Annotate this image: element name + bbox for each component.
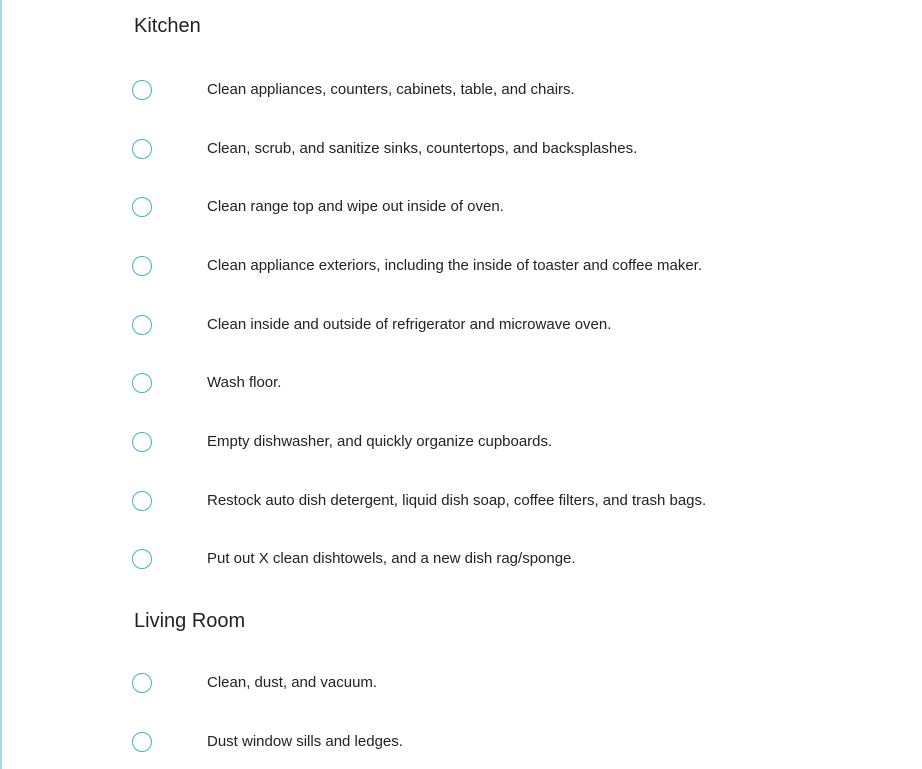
radio-circle-icon[interactable] xyxy=(132,315,152,335)
left-border-rule xyxy=(0,0,2,769)
checklist-item-label: Clean appliance exteriors, including the inside of toaster and coffee maker. xyxy=(207,257,703,274)
checklist-item[interactable] xyxy=(132,313,892,337)
checklist-item-label: Clean, dust, and vacuum. xyxy=(207,674,378,691)
checklist-item[interactable] xyxy=(132,371,892,395)
checklist-item[interactable] xyxy=(132,730,892,754)
radio-circle-icon[interactable] xyxy=(132,80,152,100)
checklist-item-label: Clean appliances, counters, cabinets, table, and chairs. xyxy=(207,81,575,98)
checklist-item-label: Clean range top and wipe out inside of oven. xyxy=(207,198,504,215)
checklist-item-label: Restock auto dish detergent, liquid dish soap, coffee filters, and trash bags. xyxy=(207,492,707,509)
radio-circle-icon[interactable] xyxy=(132,491,152,511)
checklist-item-label: Clean inside and outside of refrigerator and microwave oven. xyxy=(207,316,612,333)
radio-circle-icon[interactable] xyxy=(132,673,152,693)
checklist-item[interactable] xyxy=(132,137,892,161)
checklist-item[interactable] xyxy=(132,195,892,219)
checklist-item-label: Clean, scrub, and sanitize sinks, countertops, and backsplashes. xyxy=(207,140,638,157)
checklist-item[interactable] xyxy=(132,430,892,454)
radio-circle-icon[interactable] xyxy=(132,373,152,393)
checklist-item-label: Dust window sills and ledges. xyxy=(207,733,403,750)
checklist-item-label: Wash floor. xyxy=(207,374,282,391)
radio-circle-icon[interactable] xyxy=(132,197,152,217)
section-title-kitchen: Kitchen xyxy=(134,15,201,37)
radio-circle-icon[interactable] xyxy=(132,432,152,452)
radio-circle-icon[interactable] xyxy=(132,139,152,159)
section-title-living-room: Living Room xyxy=(134,610,246,632)
checklist-item[interactable] xyxy=(132,489,892,513)
checklist-item[interactable] xyxy=(132,547,892,571)
checklist-item-label: Empty dishwasher, and quickly organize cupboards. xyxy=(207,433,553,450)
radio-circle-icon[interactable] xyxy=(132,549,152,569)
radio-circle-icon[interactable] xyxy=(132,732,152,752)
radio-circle-icon[interactable] xyxy=(132,256,152,276)
checklist-item-label: Put out X clean dishtowels, and a new dish rag/sponge. xyxy=(207,550,576,567)
checklist-item[interactable] xyxy=(132,78,892,102)
checklist-item[interactable] xyxy=(132,671,892,695)
checklist-item[interactable] xyxy=(132,254,892,278)
